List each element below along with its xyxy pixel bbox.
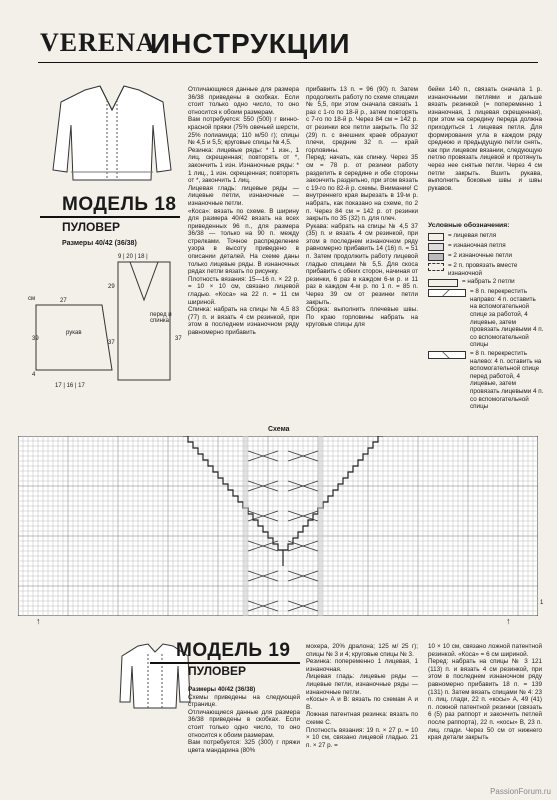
text-paragraph: Отличающиеся данные для размера 36/38 приведены в скобках. Если стоит только одно число, то оно относится к обоим размерам. <box>188 86 299 116</box>
legend-item: = 2 изнаночные петли <box>428 252 544 261</box>
text-paragraph: Отличающиеся данные для размера 36/38 приведены в скобках. Если стоит только одно число, то оно относится к обоим размерам. <box>188 708 300 739</box>
legend-item: = 8 п. перекрестить направо: 4 п. оставить на вспомогательной спице за работой, 4 лицевые, затем провязать лицевыми 4 п. со вспомогательной спицы <box>428 288 544 349</box>
model-18-sizes: Размеры 40/42 (36/38) <box>62 240 137 247</box>
symbol-cable-right <box>428 289 466 297</box>
text-paragraph: Перед: начать, как спинку. Через 35 см = 78 р. от резинки работу разделить в середине и обе стороны закончить раздельно, при этом вязать с 19-го по 82-й р. схемы. Внимание! С внутреннего края вырезать в 19-м р. набрать, как показано на схеме, по 2 п. Через 84 см = 142 р. от резинки закрыть по 35 (32) п. для плеч. <box>306 154 418 223</box>
model-19-column-1 <box>188 686 300 754</box>
text-paragraph: Резинка: лицевые ряды: * 1 изн., 1 лиц. скрещенная; повторять от *, закончить 1 изн. Изнаночные ряды: * 1 лиц., 1 изн. скрещенная; повторять от *, закончить 1 лиц. <box>188 146 299 185</box>
text-paragraph: Спинка: набрать на спицы № 4,5 83 (77) п. и вязать 4 см резинкой, при этом в последнем изнаночном ряду равномерно прибавить <box>188 306 299 336</box>
text-paragraph: Размеры 40/42 (36/38) <box>188 686 256 693</box>
text-paragraph: Лицевая гладь: лицевые ряды — лицевые петли, изнаночные — изнаночные петли. <box>188 184 299 207</box>
dim-bottom: 17 | 16 | 17 <box>55 383 85 389</box>
text-paragraph: Вам потребуется: 325 (300) г пряжи цвета мандарина (80% <box>188 739 300 754</box>
symbol-purl <box>428 243 444 251</box>
text-paragraph: «Коса»: вязать по схеме. В ширину для размера 40/42 вязать на всех приведенных 96 п., для размера 36/38 — только на 90 п. между стрелками. Точное распределение узора в высоту приведено в описании деталей. На схеме даны только лицевые ряды. В изнаночных рядах петли вязать по рисунку. <box>188 207 299 276</box>
model-18-column-1 <box>188 86 299 337</box>
model-19-subtitle: ПУЛОВЕР <box>188 664 247 678</box>
sweater-sketch-18 <box>45 80 180 190</box>
legend <box>428 222 544 412</box>
text-paragraph: мохера, 20% дралона; 125 м/ 25 г); спицы № 3 и 4; круговые спицы № 3. <box>306 643 418 658</box>
text-paragraph: Плотность вязания: 19 п. × 27 р. = 10 × 10 см, связано лицевой гладью. 21 п. × 27 р. = <box>306 726 418 749</box>
symbol-cast-on <box>428 279 458 287</box>
page-title: ИНСТРУКЦИИ <box>150 28 351 59</box>
label-sleeve: рукав <box>66 330 82 336</box>
text-paragraph: Рукава: набрать на спицы № 4,5 37 (35) п. и вязать 4 см резинкой, при этом в последнем изнаночном ряду равномерно прибавить 14 (16) п. = 51 п. Затем продолжить работу лицевой гладью спицами № 5,5. Для скоса прибавить с обеих сторон, начиная от резинки, 6 раз в каждом 6-м р. и 11 раз в каждом 4-м р. по 1 п. = 85 п. Через 39 см от резинки петли закрыть. <box>306 222 418 306</box>
text-paragraph: Перед: набрать на спицы № 3 121 (113) п. и вязать 4 см резинкой, при этом в последнем изнаночном ряду равномерно прибавить 18 п. = 139 (131) п. Затем вязать спицами № 4: 23 п. лиц. глади, 22 п. «косы» А, 49 (41) п. ложной патентной резинки (связать 6 (5) раз раппорт и закончить петлей после раппорта), 22 п. «косы» В, 23 п. лиц. глади. Через 50 см от нижнего края детали закрыть <box>428 658 542 742</box>
label-front-back: перед и спинка <box>150 312 172 324</box>
chart-label: Схема <box>268 426 290 433</box>
dim-top: 9 | 20 | 18 | <box>118 254 148 260</box>
model-18-column-2 <box>306 86 418 329</box>
purl-column <box>318 436 323 616</box>
text-paragraph: Сборка: выполнить плечевые швы. По краю горловины набрать на круговые спицы для <box>306 306 418 329</box>
text-paragraph: Плотность вязания: 15—16 п. × 22 р. = 10 × 10 см, связано лицевой гладью. «Коса» на 22 п. = 11 см шириной. <box>188 275 299 306</box>
model-19-title: МОДЕЛЬ 19 <box>176 640 291 661</box>
arrow-right-icon: ↑ <box>506 616 511 626</box>
symbol-knit <box>428 233 444 241</box>
knitting-chart <box>18 436 538 616</box>
legend-item: = изнаночная петля <box>428 242 544 251</box>
text-paragraph: 10 × 10 см, связано ложной патентной резинкой. «Коса» = 6 см шириной. <box>428 643 542 658</box>
symbol-cable-left <box>428 351 466 359</box>
legend-item: = набрать 2 петли <box>428 278 544 287</box>
symbol-purl-together <box>428 263 444 271</box>
text-paragraph: Вам потребуется: 550 (500) г винно-красной пряжи (75% овечьей шерсти, 25% полиамида; 110 м/50 г); спицы № 4,5 и 5,5; круговые спицы № 4,5. <box>188 116 299 147</box>
dim-27: 27 <box>60 298 67 304</box>
header-rule <box>38 62 538 63</box>
text-paragraph: Ложная патентная резинка: вязать по схеме С. <box>306 711 418 726</box>
magazine-brand: VERENA <box>40 28 156 57</box>
dim-29: 29 <box>108 284 115 290</box>
model-19-column-3 <box>428 643 542 742</box>
dim-39: 39 <box>32 336 39 342</box>
text-paragraph: «Косы» А и В: вязать по схемам А и В. <box>306 696 418 711</box>
model-18-title: МОДЕЛЬ 18 <box>62 194 177 215</box>
chart-side-number: 1 <box>540 600 544 606</box>
model-18-column-3 <box>428 86 542 192</box>
dim-4: 4 <box>32 372 36 378</box>
dim-37b: 37 <box>175 336 182 342</box>
model-18-subtitle: ПУЛОВЕР <box>62 220 121 234</box>
legend-item: = 2 п. провязать вместе изнаночной <box>428 262 544 277</box>
purl-column <box>243 436 248 616</box>
legend-item: = 8 п. перекрестить налево: 4 п. оставить на вспомогательной спице перед работой, 4 лицевые, затем провязать лицевыми 4 п. со вспомогательной спицы <box>428 350 544 411</box>
text-paragraph: Лицевая гладь: лицевые ряды — лицевые петли, изнаночные ряды — изнаночные петли. <box>306 673 418 696</box>
watermark: PassionForum.ru <box>490 787 551 796</box>
symbol-two-purl <box>428 253 444 261</box>
dim-37: 37 <box>108 340 115 346</box>
model-18-rule <box>40 216 180 218</box>
arrow-left-icon: ↑ <box>36 616 41 626</box>
legend-title: Условные обозначения: <box>428 222 510 229</box>
model-19-column-2 <box>306 643 418 749</box>
text-paragraph: бейки 140 п., связать сначала 1 р. изнаночными петлями и дальше вязать резинкой (= попеременно 1 изнаночная, 1 лицевая скрещенная), при этом на середину переда должна приходиться 1 лицевая петля. Для формирования угла в каждом ряду среднюю и предыдущую петли снять, как при лицевом вязании, следующую петлю провязать лицевой и протянуть через нее снятые петли. Через 4 см петли закрыть. Вшить рукава, выполнить боковые швы и швы рукавов. <box>428 86 542 192</box>
text-paragraph: прибавить 13 п. = 96 (90) п. Затем продолжить работу по схеме спицами № 5,5, при этом сначала связать 1 раз с 1-го по 18-й р., затем повторять с 7-го по 18-й р. Через 84 см = 142 р. от резинки все петли закрыть. По 32 (29) п. с внешних краев образуют плечи, средние 32 п. — край горловины. <box>306 86 418 154</box>
text-paragraph: Резинка: попеременно 1 лицевая, 1 изнаночная. <box>306 658 418 673</box>
dim-unit: см <box>28 296 36 302</box>
legend-item: = лицевая петля <box>428 232 544 241</box>
text-paragraph: Схемы приведены на следующей странице. <box>188 693 300 709</box>
